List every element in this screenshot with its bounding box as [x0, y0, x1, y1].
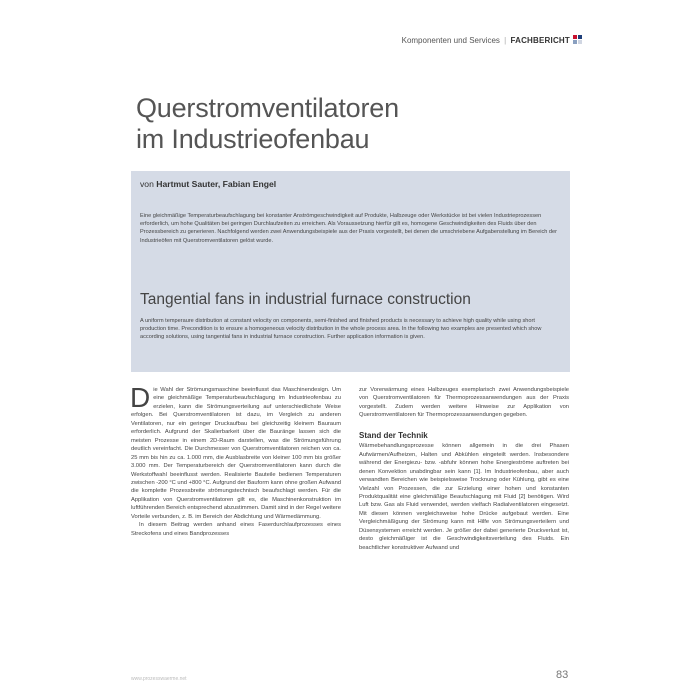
page-number: 83 [556, 669, 569, 681]
title-line-2: im Industrieofenbau [136, 124, 370, 154]
abstract-english-title: Tangential fans in industrial furnace construction [140, 291, 471, 308]
paragraph-4: Wärmebehandlungsprozesse können allgemein in die drei Phasen Aufwärmen/Aufheizen, Halten und Abkühlen eingeteilt werden. Insbesondere während der Energiezu- bzw. -abfuhr können hohe Energieströme auftreten bei denen Konvektion unabdingbar sein kann [1]. Im Industrieofenbau, aber auch verwandten Bereichen wie beispielsweise Trocknung oder Kühlung, gibt es eine Vielzahl von Prozessen, die zur Erzielung einer hohen und konstanten Produktqualität eine gleichmäßige Beaufschlagung mit Fluid [2] benötigen. Wird Luft bzw. Gas als Fluid verwendet, werden vielfach Radialventilatoren eingesetzt. Mit diesen können vergleichsweise hohe Drücke aufgebaut werden. Eine Vergleichmäßigung der Strömung kann mit Hilfe von Strömungsverteilern und Düsensystemen erreicht werden. Je größer der dabei generierte Druckverlust ist, desto gleichmäßiger ist die Geschwindigkeitsverteilung des Fluids. Ein beachtlicher konstruktiver Aufwand und [359, 443, 569, 551]
paragraph-intro [130, 382, 341, 521]
paragraph-2: In diesem Beitrag werden anhand eines Faserdurchlaufprozesses eines Streckofens und eines Bandprozesses [131, 522, 341, 537]
logo-square-red [573, 35, 577, 39]
body-column-1 [130, 382, 341, 538]
body-column-2 [359, 386, 569, 552]
magazine-logo-icon [573, 35, 583, 45]
abstract-english: A uniform temperaure distribution at constant velocity on components, semi-finished and finished products is necessary to achieve high quality while using short production time. Precondition is to ensure a homogeneous velocity distribution in the whole process area. In the following two examples are presented which show according solutions, using tangential fans in industrial furnace construction. Further application information is given. [140, 318, 542, 341]
logo-square-blue [578, 35, 582, 39]
abstract-box [131, 171, 570, 372]
authors-prefix: von [140, 179, 154, 189]
authors-names: Hartmut Sauter, Fabian Engel [156, 179, 277, 189]
paragraph-intro-text: ie Wahl der Strömungsmaschine beeinflusst das Maschinendesign. Um eine gleichmäßige Temperaturbeaufschlagung im Industrieofenbau zu erzielen, kann die Strömungsverteilung auf unterschiedlichste Weise erfolgen. Bei Querstromventilatoren ist dazu, im Vergleich zu anderen Ventilatoren, nur ein geringer Druckaufbau bei gleichzeitig kleinem Bauraum erforderlich. Aufgrund der Skalierbarkeit über die Bauränge lassen sich die meisten Prozesse in einem 2D-Raum darstellen, was die Strömungsführung deutlich vereinfacht. Die Durchmesser von Querstromventilatoren reichen von ca. 25 mm bis hin zu ca. 1.000 mm, die Ausblasbreite von kleiner 100 mm bis größer 3.000 mm. Der Temperaturbereich der Querstromventilatoren kann durch die Werkstoffwahl beeinflusst werden. Realisierte Bauteile bedienen Temperaturen zwischen -200 °C und +800 °C. Aufgrund der Bauform kann ohne großen Aufwand die komplette Prozessbreite strömungstechnisch beaufschlagt werden. Für die Applikation von Querstromventilatoren gilt es, die Maschinenkonstruktion im luftführenden Bereich entsprechend abzustimmen. Damit sind in der Regel weitere Vorteile verbunden, z. B. im Bereich der Abdichtung und Wärmedämmung. [131, 387, 341, 520]
header-category: FACHBERICHT [510, 36, 570, 45]
article-title [136, 93, 399, 155]
logo-square-grey [578, 40, 582, 44]
authors-line [140, 179, 276, 189]
paragraph-3: zur Vorerwärmung eines Halbzeuges exemplarisch zwei Anwendungsbeispiele von Querstromventilatoren für Thermoprozessanwendungen aus der Praxis vorgestellt. Zudem werden weitere Hinweise zur Applikation von Querstromventilatoren für Thermoprozessanwendungen gegeben. [359, 387, 569, 419]
drop-cap: D [130, 382, 151, 413]
abstract-german: Eine gleichmäßige Temperaturbeaufschlagung bei konstanter Anströmgeschwindigkeit auf Produkte, Halbzeuge oder Werkstücke ist bei vielen Industrieprozessen erforderlich, um hohe Qualitäten bei geringen Durchlaufzeiten zu erreichen. Als Voraussetzung hierfür gilt es, homogene Geschwindigkeiten des Fluids über den Prozessbereich zu generieren. Nachfolgend werden zwei Anwendungsbeispiele aus der Praxis vorgestellt, bei denen die umschriebene Aufgabenstellung im Bereich der Industrieöfen mit Querstromventilatoren gelöst wurde. [140, 213, 557, 244]
title-line-1: Querstromventilatoren [136, 93, 399, 123]
header-section: Komponenten und Services [401, 36, 500, 45]
logo-square-light-blue [573, 40, 577, 44]
section-heading: Stand der Technik [359, 430, 428, 440]
footer-url: www.prozesswaerme.net [131, 676, 187, 682]
header-separator: | [504, 36, 507, 45]
running-header [402, 36, 570, 45]
